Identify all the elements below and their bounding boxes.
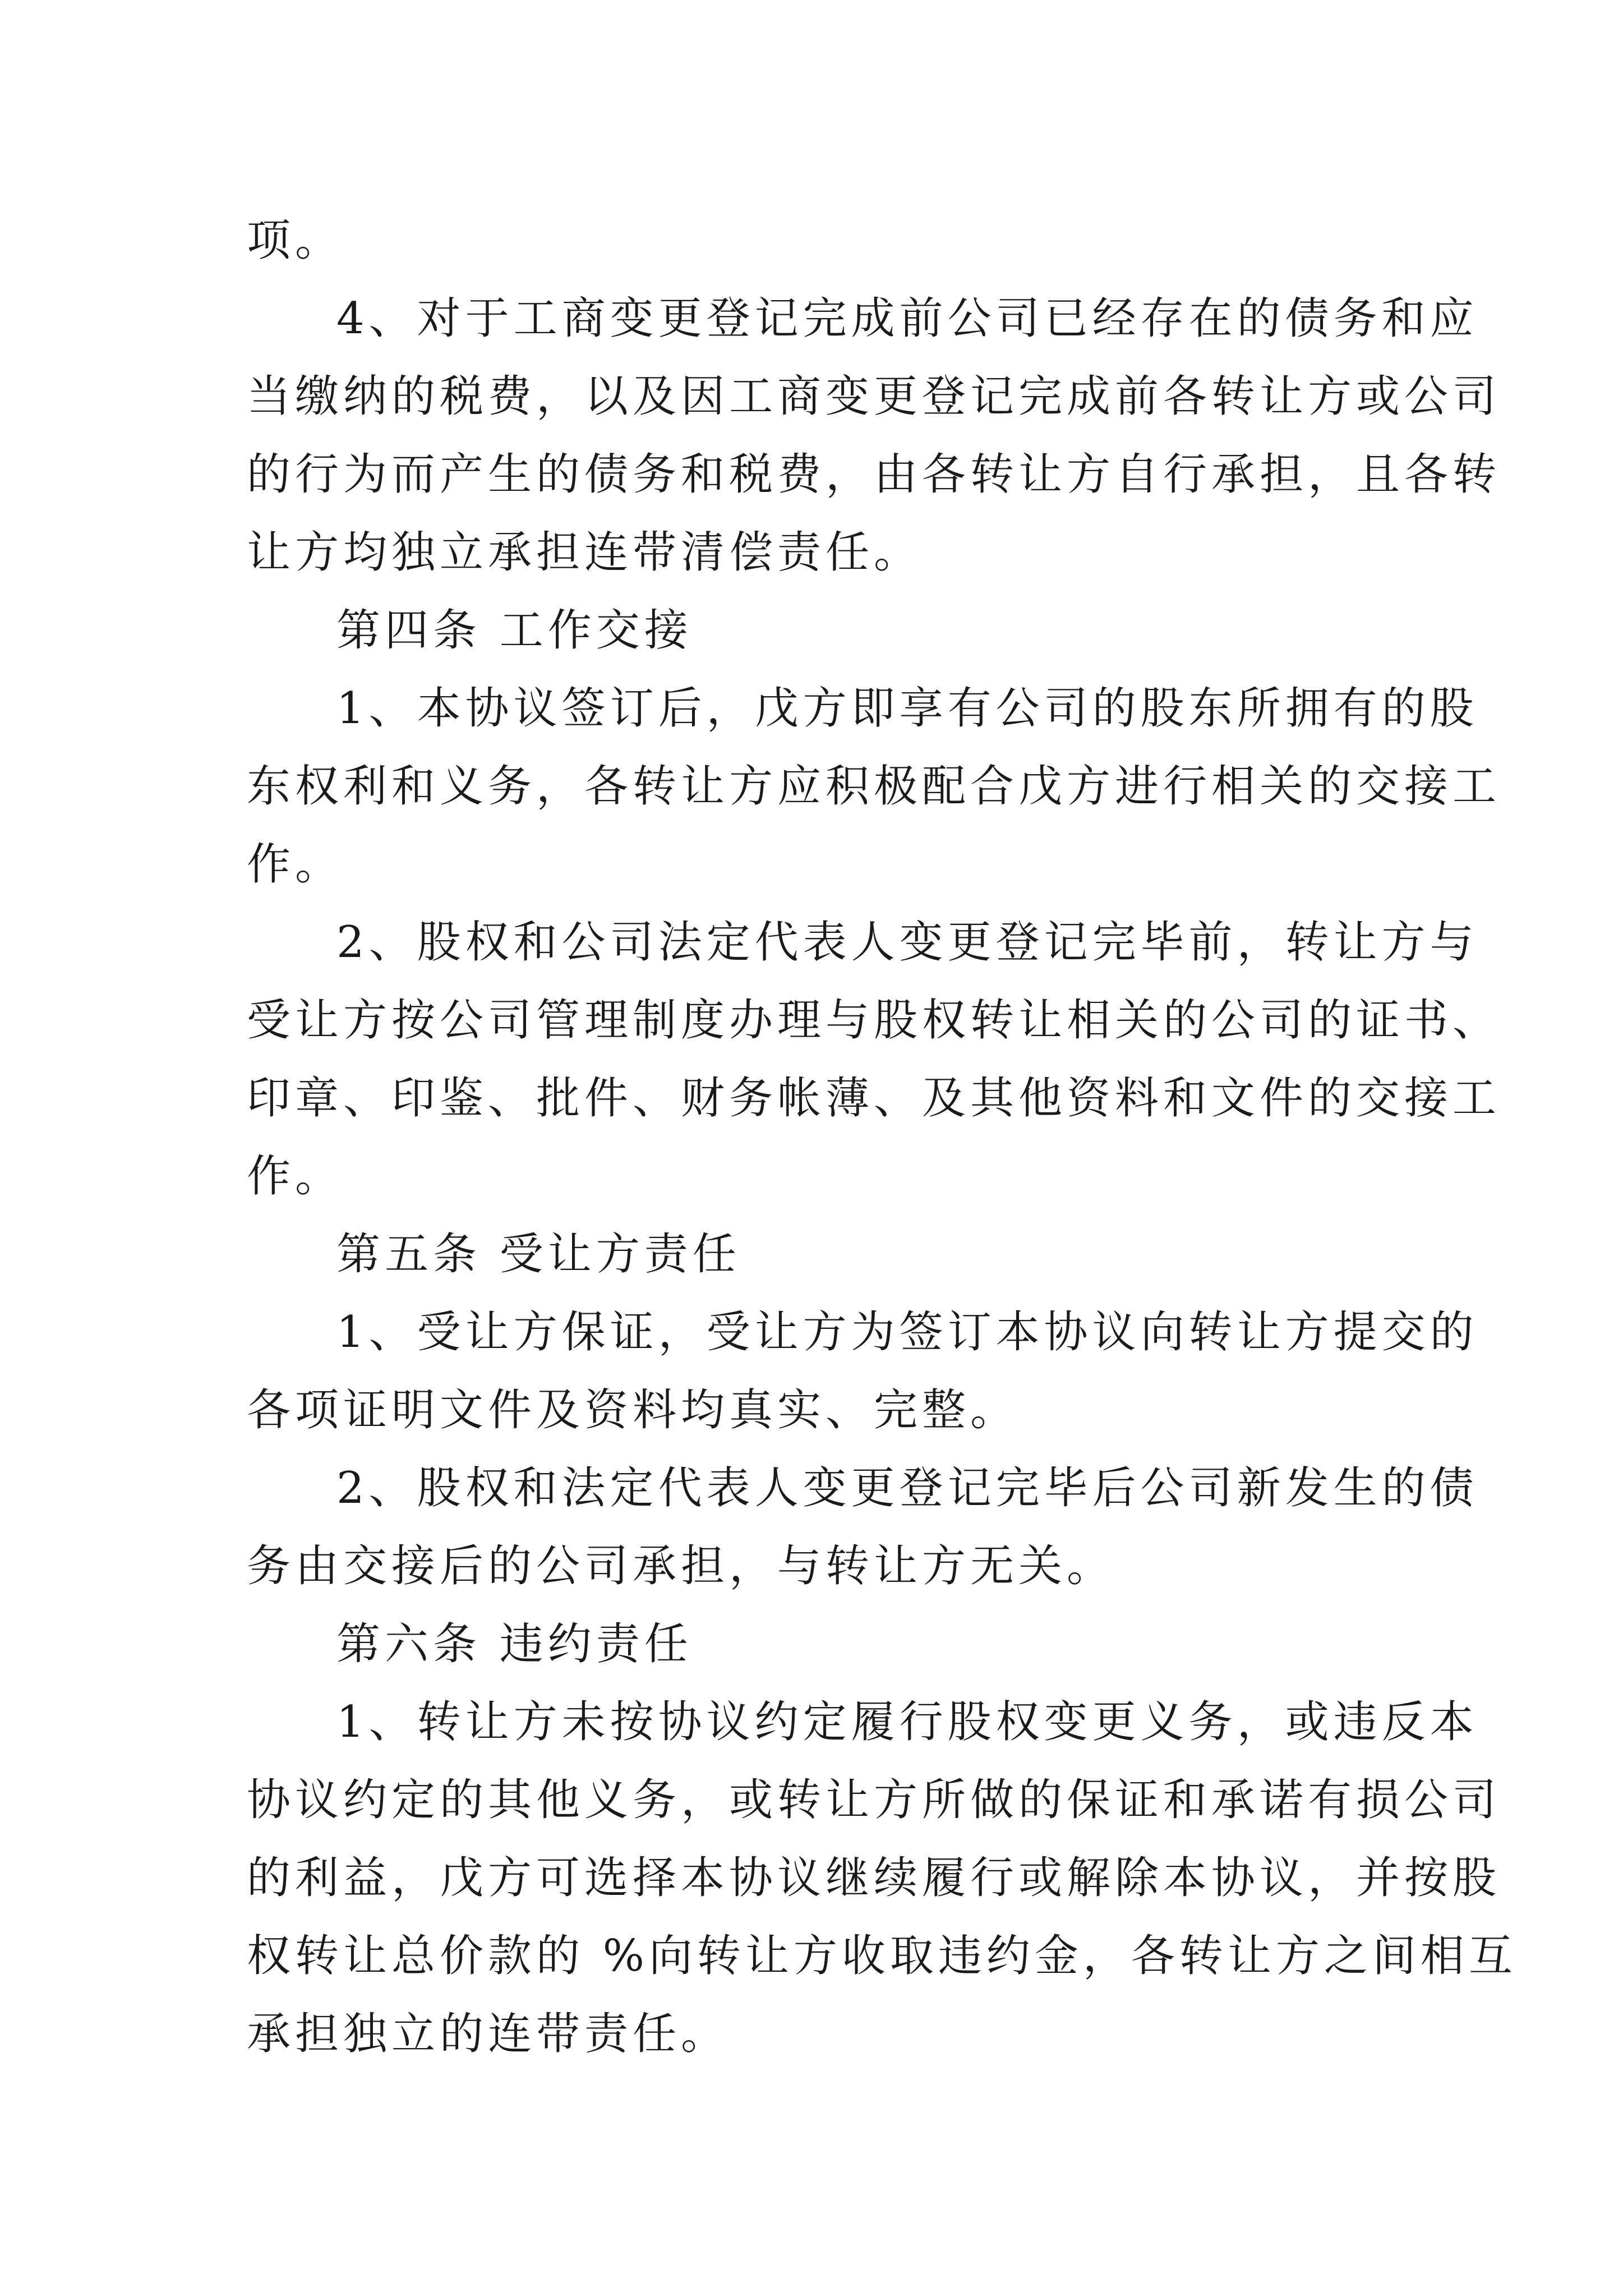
document-body: [247, 202, 1517, 2073]
text-line: 印章、印鉴、批件、财务帐薄、及其他资料和文件的交接工: [247, 1073, 1501, 1124]
text-line: 各项证明文件及资料均真实、完整。: [247, 1385, 1019, 1435]
text-line: 当缴纳的税费，以及因工商变更登记完成前各转让方或公司: [247, 371, 1501, 422]
text-line: 受让方按公司管理制度办理与股权转让相关的公司的证书、: [247, 995, 1501, 1046]
paragraph-start-line: 1、本协议签订后，戊方即享有公司的股东所拥有的股: [336, 683, 1478, 734]
section-heading-article-6: 第六条 违约责任: [336, 1619, 693, 1669]
text-line: 让方均独立承担连带清偿责任。: [247, 527, 923, 578]
text-line: 承担独立的连带责任。: [247, 2009, 730, 2059]
text-line: 协议约定的其他义务，或转让方所做的保证和承诺有损公司: [247, 1775, 1501, 1825]
section-heading-article-4: 第四条 工作交接: [336, 605, 693, 656]
paragraph-start-line: 4、对于工商变更登记完成前公司已经存在的债务和应: [336, 293, 1478, 344]
text-line: 项。: [247, 215, 344, 266]
paragraph-start-line: 1、受让方保证，受让方为签订本协议向转让方提交的: [336, 1307, 1478, 1358]
paragraph-start-line: 2、股权和法定代表人变更登记完毕后公司新发生的债: [336, 1463, 1478, 1513]
text-line: 的行为而产生的债务和税费，由各转让方自行承担，且各转: [247, 449, 1501, 500]
text-line: 东权利和义务，各转让方应积极配合戊方进行相关的交接工: [247, 761, 1501, 812]
text-line: 的利益，戊方可选择本协议继续履行或解除本协议，并按股: [247, 1853, 1501, 1903]
paragraph-start-line: 2、股权和公司法定代表人变更登记完毕前，转让方与: [336, 917, 1478, 968]
text-line: 作。: [247, 1151, 344, 1202]
section-heading-article-5: 第五条 受让方责任: [336, 1229, 741, 1280]
text-line: 权转让总价款的 %向转让方收取违约金，各转让方之间相互: [247, 1931, 1517, 1981]
text-line: 务由交接后的公司承担，与转让方无关。: [247, 1541, 1115, 1591]
paragraph-start-line: 1、转让方未按协议约定履行股权变更义务，或违反本: [336, 1697, 1478, 1747]
text-line: 作。: [247, 839, 344, 890]
